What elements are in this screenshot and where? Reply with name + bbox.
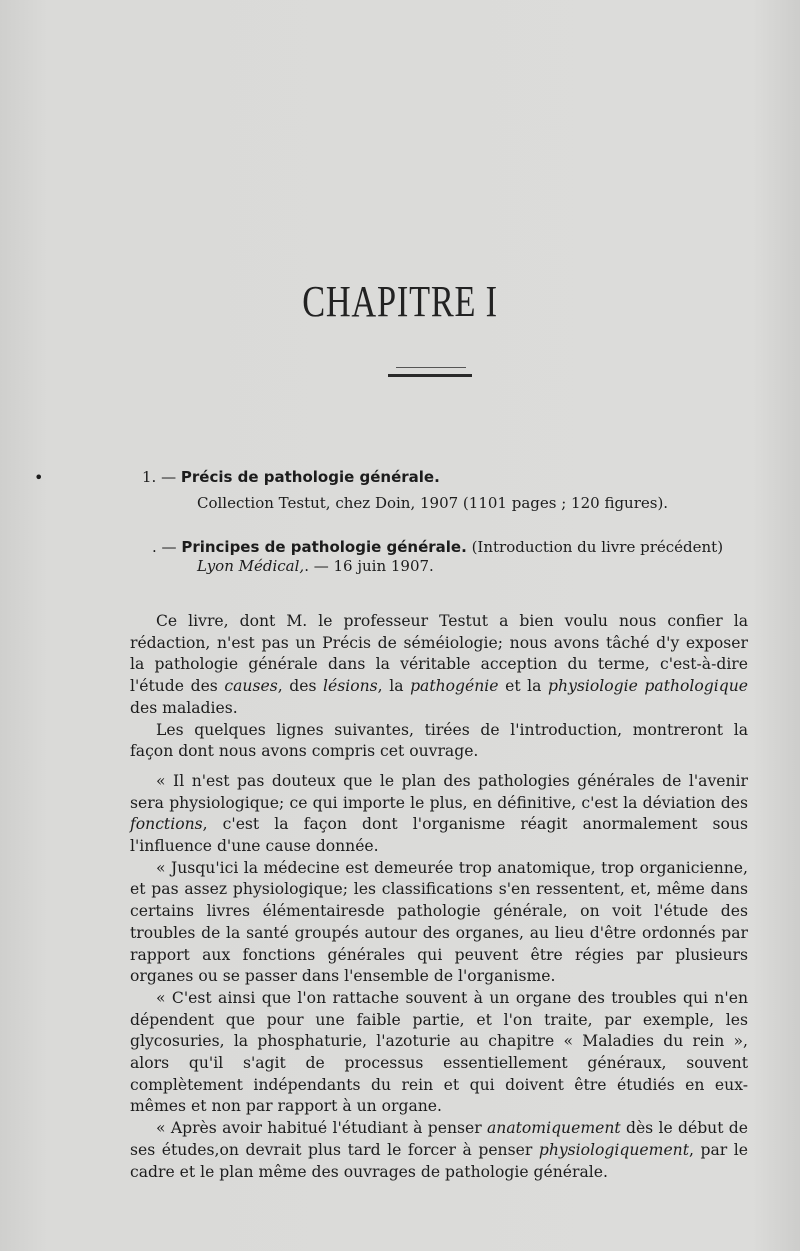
p1-physiologie: physiologie pathologique <box>548 677 748 696</box>
reference-1-number: 1. — <box>142 468 177 486</box>
p1-text-e: des maladies. <box>130 698 238 717</box>
q1-fonctions: fonctions <box>130 815 203 834</box>
reference-2-journal: Lyon Médical, <box>197 557 305 575</box>
title-divider-thick <box>388 374 472 377</box>
body-text <box>130 611 748 1183</box>
q1-text-a: « Il n'est pas douteux que le plan des pathologies générales de l'avenir sera physiologique; ce qui importe le plus, en définitive, c'est la déviation des <box>130 771 748 812</box>
paragraph-1 <box>130 611 748 720</box>
q4-text-c: , par le cadre et le plan même des ouvrages de pathologie générale. <box>130 1140 748 1181</box>
quote-paragraph-2: « Jusqu'ici la médecine est demeurée trop anatomique, trop organicienne, et pas assez physiologique; les classifications s'en ressentent, et, même dans certains livres élémentairesde pathologie générale, on voit l'étude des troubles de la santé groupés autour des organes, au lieu d'être ordonnés par rapport aux fonctions générales qui peuvent être régies par plusieurs organes ou se passer dans l'ensemble de l'organisme. <box>130 858 748 986</box>
reference-2-number: . — <box>152 538 177 556</box>
quotation <box>130 771 748 1183</box>
reference-1-title: Précis de pathologie générale. <box>180 468 440 486</box>
q4-text-b: dès le début de ses études,on devrait plus tard le forcer à penser <box>130 1119 749 1159</box>
q4-physiologiquement: physiologiquement <box>538 1140 689 1159</box>
reference-2-title: Principes de pathologie générale. <box>181 538 467 556</box>
p1-text-d: et la <box>498 677 549 696</box>
p1-text-a: Ce livre, dont M. le professeur Testut a bien voulu nous confier la rédaction, n'est pas un Précis de séméiologie; nous avons tâché d'y exposer la pathologie générale dans la véritable acception du terme, c'est-à-dire l'étude des <box>130 612 748 696</box>
reference-1 <box>142 464 440 490</box>
reference-2-details <box>197 553 434 579</box>
q1-text-b: , c'est la façon dont l'organisme réagit anormalement sous l'influence d'une cause donnée. <box>130 815 748 856</box>
quote-paragraph-1 <box>130 771 748 858</box>
p1-text-c: , la <box>377 677 411 696</box>
title-divider-thin <box>396 367 466 368</box>
p1-causes: causes <box>224 677 278 696</box>
reference-1-details: Collection Testut, chez Doin, 1907 (1101 pages ; 120 figures). <box>197 494 669 512</box>
chapter-title: CHAPITRE I <box>302 277 498 326</box>
margin-bullet: • <box>34 468 44 487</box>
p1-text-b: , des <box>277 677 324 696</box>
p1-lesions: lésions <box>323 677 378 696</box>
paragraph-2: Les quelques lignes suivantes, tirées de l'introduction, montreront la façon dont nous avons compris cet ouvrage. <box>130 720 748 761</box>
p1-pathogenie: pathogénie <box>410 677 499 696</box>
reference-2-date: . — 16 juin 1907. <box>304 557 434 575</box>
quote-paragraph-4 <box>130 1118 748 1183</box>
q4-anatomiquement: anatomiquement <box>487 1119 621 1138</box>
reference-2-note: (Introduction du livre précédent) <box>466 538 724 556</box>
quote-paragraph-3: « C'est ainsi que l'on rattache souvent à un organe des troubles qui n'en dépendent que pour une faible partie, et l'on traite, par exemple, les glycosuries, la phosphaturie, l'azoturie au chapitre « Maladies du rein », alors qu'il s'agit de processus essentiellement généraux, souvent complètement indépendants du rein et qui doivent être étudiés en eux-mêmes et non par rapport à un organe. <box>130 988 748 1116</box>
q4-text-a: « Après avoir habitué l'étudiant à penser <box>156 1119 487 1138</box>
